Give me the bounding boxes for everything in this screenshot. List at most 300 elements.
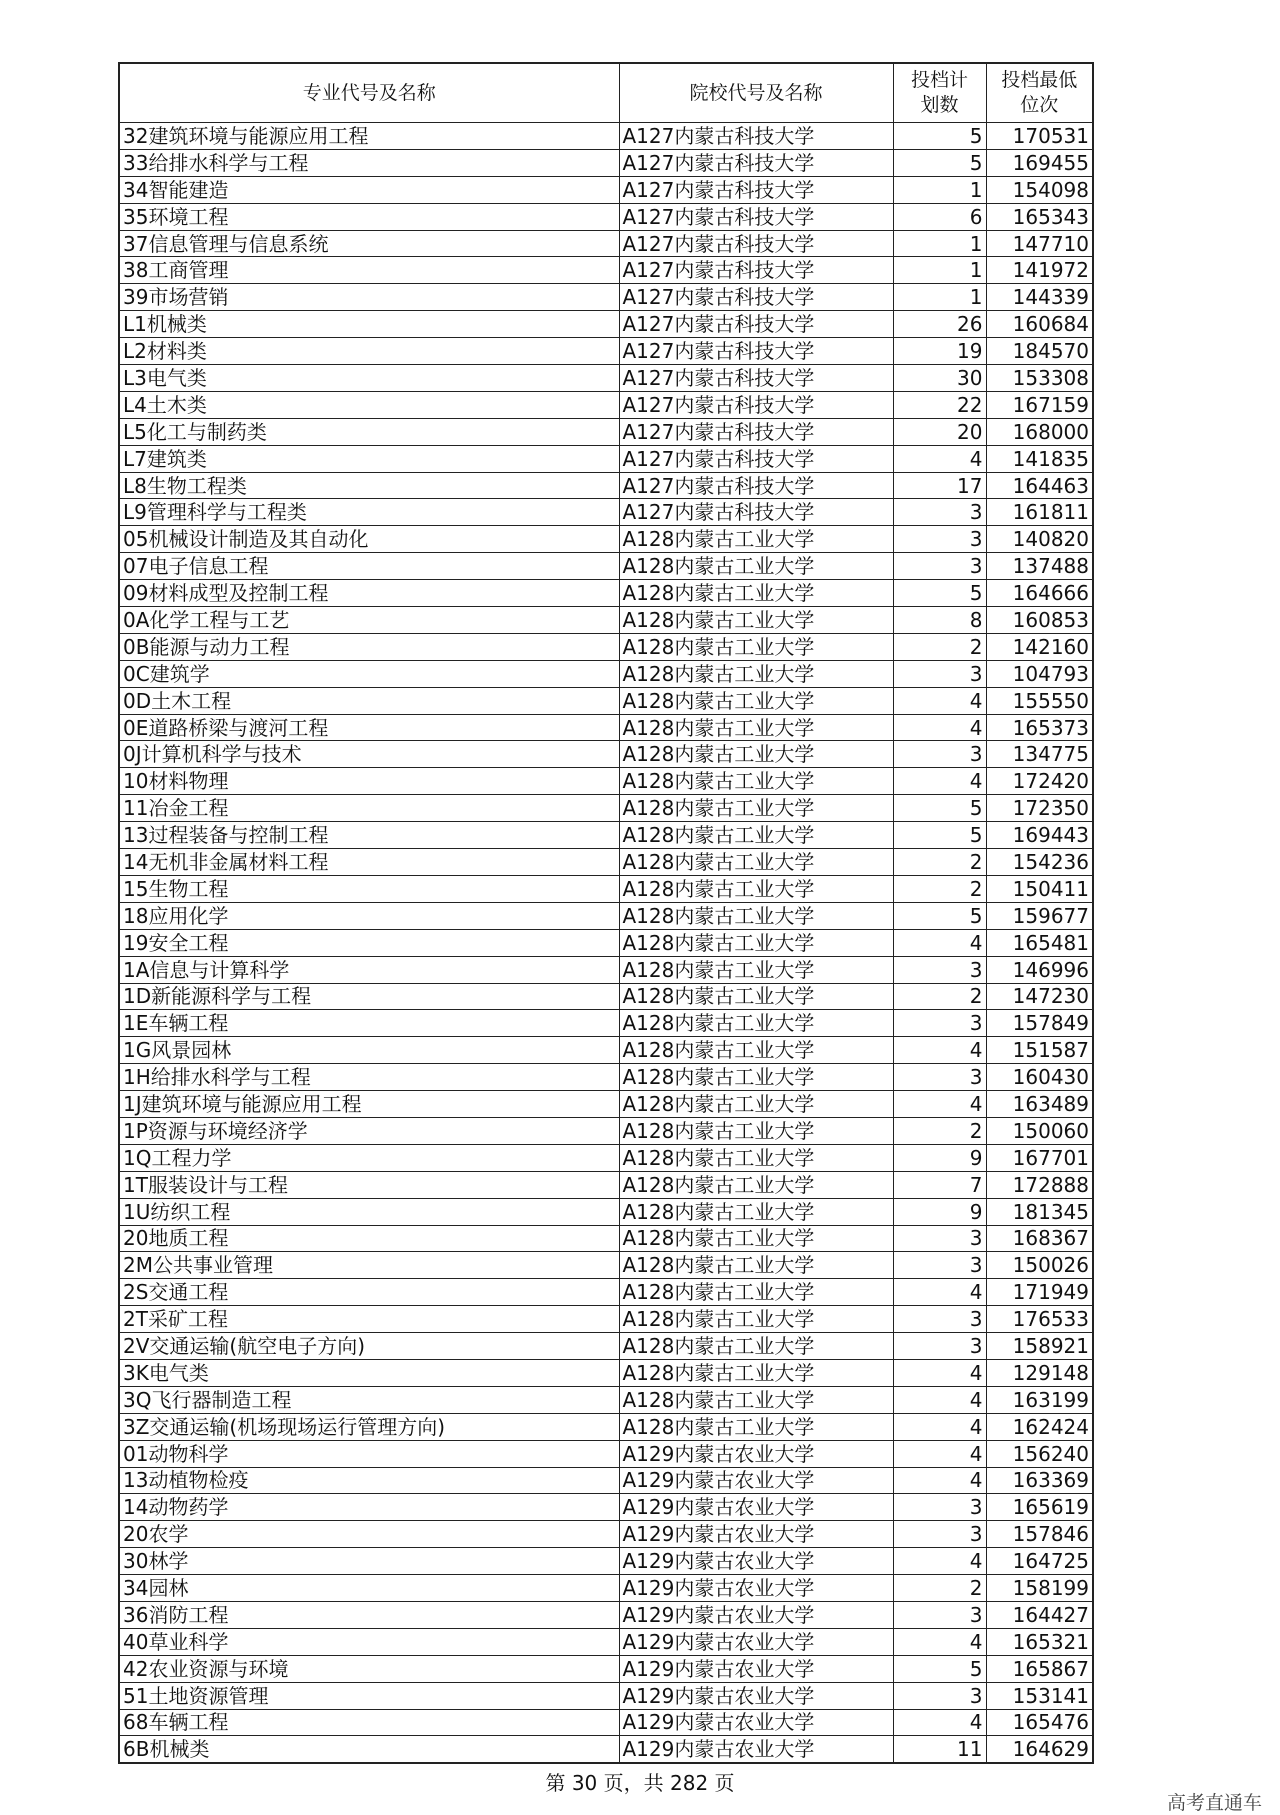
cell-major: 34智能建造: [119, 176, 619, 203]
cell-rank: 167701: [986, 1144, 1093, 1171]
cell-school: A127内蒙古科技大学: [619, 149, 893, 176]
cell-rank: 172888: [986, 1171, 1093, 1198]
cell-school: A128内蒙古工业大学: [619, 607, 893, 634]
cell-rank: 172420: [986, 768, 1093, 795]
cell-major: 1E车辆工程: [119, 1010, 619, 1037]
cell-school: A127内蒙古科技大学: [619, 311, 893, 338]
table-body: [119, 123, 1093, 1764]
table-row: [119, 1359, 1093, 1386]
cell-plan: 4: [893, 1091, 986, 1118]
cell-plan: 26: [893, 311, 986, 338]
table-row: [119, 176, 1093, 203]
cell-rank: 134775: [986, 741, 1093, 768]
cell-major: 0B能源与动力工程: [119, 633, 619, 660]
cell-rank: 165343: [986, 203, 1093, 230]
cell-school: A128内蒙古工业大学: [619, 956, 893, 983]
cell-plan: 7: [893, 1171, 986, 1198]
cell-rank: 156240: [986, 1440, 1093, 1467]
cell-plan: 6: [893, 203, 986, 230]
cell-major: 6B机械类: [119, 1736, 619, 1763]
cell-major: 15生物工程: [119, 875, 619, 902]
cell-school: A128内蒙古工业大学: [619, 822, 893, 849]
cell-plan: 1: [893, 284, 986, 311]
cell-school: A128内蒙古工业大学: [619, 1198, 893, 1225]
cell-major: L2材料类: [119, 338, 619, 365]
table-row: [119, 1682, 1093, 1709]
cell-plan: 30: [893, 365, 986, 392]
table-row: [119, 849, 1093, 876]
cell-major: 20地质工程: [119, 1225, 619, 1252]
table-row: [119, 284, 1093, 311]
cell-school: A129内蒙古农业大学: [619, 1548, 893, 1575]
cell-school: A129内蒙古农业大学: [619, 1682, 893, 1709]
cell-school: A127内蒙古科技大学: [619, 230, 893, 257]
cell-school: A128内蒙古工业大学: [619, 553, 893, 580]
cell-school: A127内蒙古科技大学: [619, 176, 893, 203]
cell-rank: 163369: [986, 1467, 1093, 1494]
cell-plan: 3: [893, 1225, 986, 1252]
cell-major: 32建筑环境与能源应用工程: [119, 123, 619, 150]
cell-major: 39市场营销: [119, 284, 619, 311]
table-row: [119, 1279, 1093, 1306]
cell-plan: 4: [893, 1037, 986, 1064]
cell-major: 01动物科学: [119, 1440, 619, 1467]
cell-rank: 160430: [986, 1064, 1093, 1091]
cell-rank: 165476: [986, 1709, 1093, 1736]
table-row: [119, 1548, 1093, 1575]
table-row: [119, 1494, 1093, 1521]
cell-school: A128内蒙古工业大学: [619, 1359, 893, 1386]
cell-rank: 167159: [986, 391, 1093, 418]
cell-plan: 2: [893, 849, 986, 876]
cell-major: 20农学: [119, 1521, 619, 1548]
cell-major: L3电气类: [119, 365, 619, 392]
cell-rank: 104793: [986, 660, 1093, 687]
header-rank: [986, 63, 1093, 123]
cell-plan: 20: [893, 418, 986, 445]
cell-school: A129内蒙古农业大学: [619, 1494, 893, 1521]
cell-plan: 5: [893, 580, 986, 607]
cell-major: 0A化学工程与工艺: [119, 607, 619, 634]
cell-plan: 2: [893, 1575, 986, 1602]
table-row: [119, 445, 1093, 472]
table-row: [119, 580, 1093, 607]
cell-rank: 164629: [986, 1736, 1093, 1763]
cell-school: A129内蒙古农业大学: [619, 1440, 893, 1467]
cell-rank: 172350: [986, 795, 1093, 822]
cell-plan: 1: [893, 230, 986, 257]
cell-school: A128内蒙古工业大学: [619, 1144, 893, 1171]
cell-major: 19安全工程: [119, 929, 619, 956]
cell-school: A127内蒙古科技大学: [619, 203, 893, 230]
cell-school: A128内蒙古工业大学: [619, 1091, 893, 1118]
cell-major: 1A信息与计算科学: [119, 956, 619, 983]
cell-plan: 4: [893, 1386, 986, 1413]
cell-plan: 3: [893, 1494, 986, 1521]
cell-plan: 4: [893, 687, 986, 714]
cell-school: A129内蒙古农业大学: [619, 1736, 893, 1763]
cell-plan: 3: [893, 1521, 986, 1548]
cell-major: 0C建筑学: [119, 660, 619, 687]
cell-rank: 157846: [986, 1521, 1093, 1548]
cell-plan: 3: [893, 553, 986, 580]
table-row: [119, 660, 1093, 687]
cell-school: A127内蒙古科技大学: [619, 499, 893, 526]
cell-rank: 162424: [986, 1413, 1093, 1440]
cell-school: A129内蒙古农业大学: [619, 1575, 893, 1602]
cell-school: A129内蒙古农业大学: [619, 1655, 893, 1682]
cell-major: 07电子信息工程: [119, 553, 619, 580]
cell-rank: 164725: [986, 1548, 1093, 1575]
cell-school: A128内蒙古工业大学: [619, 929, 893, 956]
table-row: [119, 418, 1093, 445]
cell-plan: 17: [893, 472, 986, 499]
cell-plan: 2: [893, 983, 986, 1010]
cell-major: 1Q工程力学: [119, 1144, 619, 1171]
table-row: [119, 1064, 1093, 1091]
cell-major: 0J计算机科学与技术: [119, 741, 619, 768]
cell-plan: 5: [893, 123, 986, 150]
cell-school: A129内蒙古农业大学: [619, 1467, 893, 1494]
table-row: [119, 1601, 1093, 1628]
cell-school: A129内蒙古农业大学: [619, 1628, 893, 1655]
table-row: [119, 1225, 1093, 1252]
cell-rank: 169443: [986, 822, 1093, 849]
cell-plan: 2: [893, 633, 986, 660]
cell-school: A128内蒙古工业大学: [619, 1252, 893, 1279]
cell-plan: 19: [893, 338, 986, 365]
table-row: [119, 311, 1093, 338]
table-row: [119, 1655, 1093, 1682]
watermark: 高考直通车: [1166, 1792, 1262, 1814]
cell-school: A128内蒙古工业大学: [619, 1279, 893, 1306]
cell-rank: 160684: [986, 311, 1093, 338]
table-row: [119, 1413, 1093, 1440]
table-row: [119, 687, 1093, 714]
cell-plan: 4: [893, 1628, 986, 1655]
table-row: [119, 123, 1093, 150]
cell-plan: 4: [893, 1548, 986, 1575]
cell-major: 1P资源与环境经济学: [119, 1117, 619, 1144]
cell-school: A129内蒙古农业大学: [619, 1709, 893, 1736]
cell-school: A128内蒙古工业大学: [619, 1171, 893, 1198]
cell-major: 3Q飞行器制造工程: [119, 1386, 619, 1413]
cell-rank: 163489: [986, 1091, 1093, 1118]
cell-rank: 171949: [986, 1279, 1093, 1306]
cell-rank: 170531: [986, 123, 1093, 150]
table-row: [119, 1144, 1093, 1171]
cell-rank: 161811: [986, 499, 1093, 526]
cell-rank: 150060: [986, 1117, 1093, 1144]
header-plan-line2: 划数: [920, 94, 959, 116]
cell-plan: 4: [893, 1359, 986, 1386]
table-row: [119, 472, 1093, 499]
cell-school: A128内蒙古工业大学: [619, 1386, 893, 1413]
cell-major: 05机械设计制造及其自动化: [119, 526, 619, 553]
cell-rank: 157849: [986, 1010, 1093, 1037]
cell-major: 1D新能源科学与工程: [119, 983, 619, 1010]
header-plan: [893, 63, 986, 123]
cell-major: 30林学: [119, 1548, 619, 1575]
cell-rank: 137488: [986, 553, 1093, 580]
cell-major: 18应用化学: [119, 902, 619, 929]
cell-plan: 3: [893, 741, 986, 768]
cell-rank: 165321: [986, 1628, 1093, 1655]
table-header-row: [119, 63, 1093, 123]
cell-major: 13过程装备与控制工程: [119, 822, 619, 849]
table-row: [119, 956, 1093, 983]
cell-plan: 1: [893, 257, 986, 284]
table-row: [119, 365, 1093, 392]
cell-plan: 4: [893, 1440, 986, 1467]
cell-school: A127内蒙古科技大学: [619, 338, 893, 365]
cell-school: A129内蒙古农业大学: [619, 1601, 893, 1628]
cell-school: A127内蒙古科技大学: [619, 391, 893, 418]
cell-rank: 164463: [986, 472, 1093, 499]
cell-school: A128内蒙古工业大学: [619, 1117, 893, 1144]
cell-rank: 154098: [986, 176, 1093, 203]
table-row: [119, 633, 1093, 660]
cell-plan: 5: [893, 149, 986, 176]
cell-major: 42农业资源与环境: [119, 1655, 619, 1682]
table-row: [119, 1171, 1093, 1198]
cell-school: A127内蒙古科技大学: [619, 257, 893, 284]
cell-rank: 181345: [986, 1198, 1093, 1225]
table-row: [119, 1037, 1093, 1064]
cell-school: A127内蒙古科技大学: [619, 123, 893, 150]
cell-major: L9管理科学与工程类: [119, 499, 619, 526]
header-rank-line1: 投档最低: [1001, 69, 1078, 91]
table-row: [119, 875, 1093, 902]
cell-major: 34园林: [119, 1575, 619, 1602]
cell-major: 33给排水科学与工程: [119, 149, 619, 176]
cell-rank: 163199: [986, 1386, 1093, 1413]
cell-school: A128内蒙古工业大学: [619, 687, 893, 714]
table-row: [119, 741, 1093, 768]
cell-plan: 4: [893, 714, 986, 741]
cell-rank: 184570: [986, 338, 1093, 365]
cell-school: A128内蒙古工业大学: [619, 660, 893, 687]
cell-rank: 165619: [986, 1494, 1093, 1521]
cell-plan: 3: [893, 1333, 986, 1360]
table-row: [119, 1709, 1093, 1736]
cell-major: 1J建筑环境与能源应用工程: [119, 1091, 619, 1118]
cell-plan: 8: [893, 607, 986, 634]
cell-school: A128内蒙古工业大学: [619, 1306, 893, 1333]
table-row: [119, 1386, 1093, 1413]
table-row: [119, 1117, 1093, 1144]
cell-major: 1U纺织工程: [119, 1198, 619, 1225]
table-row: [119, 1333, 1093, 1360]
cell-major: 38工商管理: [119, 257, 619, 284]
cell-school: A128内蒙古工业大学: [619, 1037, 893, 1064]
cell-major: 3K电气类: [119, 1359, 619, 1386]
cell-rank: 168367: [986, 1225, 1093, 1252]
table-row: [119, 1521, 1093, 1548]
table-row: [119, 1628, 1093, 1655]
table-row: [119, 1091, 1093, 1118]
cell-plan: 3: [893, 1306, 986, 1333]
cell-rank: 153308: [986, 365, 1093, 392]
cell-rank: 153141: [986, 1682, 1093, 1709]
cell-major: L1机械类: [119, 311, 619, 338]
cell-plan: 5: [893, 902, 986, 929]
cell-plan: 1: [893, 176, 986, 203]
cell-rank: 158921: [986, 1333, 1093, 1360]
cell-major: 37信息管理与信息系统: [119, 230, 619, 257]
cell-rank: 147710: [986, 230, 1093, 257]
cell-school: A128内蒙古工业大学: [619, 849, 893, 876]
cell-plan: 5: [893, 822, 986, 849]
cell-school: A128内蒙古工业大学: [619, 1225, 893, 1252]
table-row: [119, 149, 1093, 176]
cell-plan: 4: [893, 1467, 986, 1494]
cell-plan: 9: [893, 1144, 986, 1171]
cell-plan: 4: [893, 445, 986, 472]
cell-plan: 4: [893, 1709, 986, 1736]
cell-plan: 3: [893, 1252, 986, 1279]
cell-major: 11冶金工程: [119, 795, 619, 822]
cell-major: 2T采矿工程: [119, 1306, 619, 1333]
cell-major: L4土木类: [119, 391, 619, 418]
table-row: [119, 902, 1093, 929]
cell-major: 1H给排水科学与工程: [119, 1064, 619, 1091]
cell-rank: 147230: [986, 983, 1093, 1010]
table-row: [119, 714, 1093, 741]
table-row: [119, 1440, 1093, 1467]
cell-school: A128内蒙古工业大学: [619, 1413, 893, 1440]
cell-major: L5化工与制药类: [119, 418, 619, 445]
cell-school: A128内蒙古工业大学: [619, 741, 893, 768]
cell-plan: 3: [893, 660, 986, 687]
cell-major: 14无机非金属材料工程: [119, 849, 619, 876]
admission-table: [118, 62, 1094, 1764]
cell-rank: 155550: [986, 687, 1093, 714]
table-row: [119, 768, 1093, 795]
cell-rank: 169455: [986, 149, 1093, 176]
cell-plan: 3: [893, 1010, 986, 1037]
table-row: [119, 1575, 1093, 1602]
cell-school: A128内蒙古工业大学: [619, 795, 893, 822]
cell-major: 14动物药学: [119, 1494, 619, 1521]
cell-rank: 165481: [986, 929, 1093, 956]
cell-rank: 150026: [986, 1252, 1093, 1279]
cell-rank: 150411: [986, 875, 1093, 902]
cell-major: 13动植物检疫: [119, 1467, 619, 1494]
cell-plan: 22: [893, 391, 986, 418]
cell-major: 35环境工程: [119, 203, 619, 230]
cell-major: 40草业科学: [119, 1628, 619, 1655]
cell-major: 09材料成型及控制工程: [119, 580, 619, 607]
cell-major: 68车辆工程: [119, 1709, 619, 1736]
cell-rank: 158199: [986, 1575, 1093, 1602]
header-school: 院校代号及名称: [619, 63, 893, 123]
cell-plan: 4: [893, 929, 986, 956]
cell-school: A127内蒙古科技大学: [619, 365, 893, 392]
cell-plan: 4: [893, 1413, 986, 1440]
table-row: [119, 607, 1093, 634]
cell-school: A127内蒙古科技大学: [619, 472, 893, 499]
table-row: [119, 391, 1093, 418]
table-row: [119, 1198, 1093, 1225]
table-row: [119, 795, 1093, 822]
cell-rank: 160853: [986, 607, 1093, 634]
cell-rank: 159677: [986, 902, 1093, 929]
cell-rank: 141972: [986, 257, 1093, 284]
cell-rank: 151587: [986, 1037, 1093, 1064]
cell-rank: 154236: [986, 849, 1093, 876]
table-row: [119, 822, 1093, 849]
cell-school: A128内蒙古工业大学: [619, 1333, 893, 1360]
cell-major: L8生物工程类: [119, 472, 619, 499]
cell-school: A128内蒙古工业大学: [619, 526, 893, 553]
table-row: [119, 203, 1093, 230]
cell-plan: 3: [893, 1601, 986, 1628]
cell-plan: 2: [893, 1117, 986, 1144]
cell-rank: 164427: [986, 1601, 1093, 1628]
table-row: [119, 553, 1093, 580]
cell-major: 2V交通运输(航空电子方向): [119, 1333, 619, 1360]
cell-plan: 2: [893, 875, 986, 902]
cell-major: 51土地资源管理: [119, 1682, 619, 1709]
header-rank-line2: 位次: [1020, 94, 1059, 116]
cell-rank: 176533: [986, 1306, 1093, 1333]
cell-school: A128内蒙古工业大学: [619, 580, 893, 607]
cell-school: A128内蒙古工业大学: [619, 875, 893, 902]
table-row: [119, 1252, 1093, 1279]
cell-school: A128内蒙古工业大学: [619, 768, 893, 795]
cell-rank: 140820: [986, 526, 1093, 553]
cell-plan: 3: [893, 526, 986, 553]
cell-rank: 141835: [986, 445, 1093, 472]
table-row: [119, 230, 1093, 257]
cell-school: A127内蒙古科技大学: [619, 284, 893, 311]
cell-school: A128内蒙古工业大学: [619, 983, 893, 1010]
cell-plan: 3: [893, 499, 986, 526]
cell-plan: 5: [893, 1655, 986, 1682]
cell-school: A128内蒙古工业大学: [619, 714, 893, 741]
cell-plan: 4: [893, 768, 986, 795]
cell-plan: 3: [893, 956, 986, 983]
table-row: [119, 1306, 1093, 1333]
cell-rank: 165867: [986, 1655, 1093, 1682]
cell-plan: 3: [893, 1682, 986, 1709]
cell-major: 10材料物理: [119, 768, 619, 795]
cell-rank: 164666: [986, 580, 1093, 607]
cell-rank: 165373: [986, 714, 1093, 741]
cell-major: 0D土木工程: [119, 687, 619, 714]
table-row: [119, 1010, 1093, 1037]
cell-rank: 168000: [986, 418, 1093, 445]
cell-plan: 11: [893, 1736, 986, 1763]
cell-rank: 142160: [986, 633, 1093, 660]
cell-school: A128内蒙古工业大学: [619, 633, 893, 660]
cell-major: 2S交通工程: [119, 1279, 619, 1306]
table-row: [119, 983, 1093, 1010]
cell-school: A127内蒙古科技大学: [619, 445, 893, 472]
cell-rank: 146996: [986, 956, 1093, 983]
cell-major: 3Z交通运输(机场现场运行管理方向): [119, 1413, 619, 1440]
cell-school: A129内蒙古农业大学: [619, 1521, 893, 1548]
cell-major: 0E道路桥梁与渡河工程: [119, 714, 619, 741]
table-row: [119, 1467, 1093, 1494]
cell-school: A128内蒙古工业大学: [619, 1010, 893, 1037]
page-number: 第 30 页，共 282 页: [545, 1771, 735, 1795]
cell-major: L7建筑类: [119, 445, 619, 472]
cell-school: A128内蒙古工业大学: [619, 1064, 893, 1091]
cell-plan: 4: [893, 1279, 986, 1306]
cell-plan: 5: [893, 795, 986, 822]
